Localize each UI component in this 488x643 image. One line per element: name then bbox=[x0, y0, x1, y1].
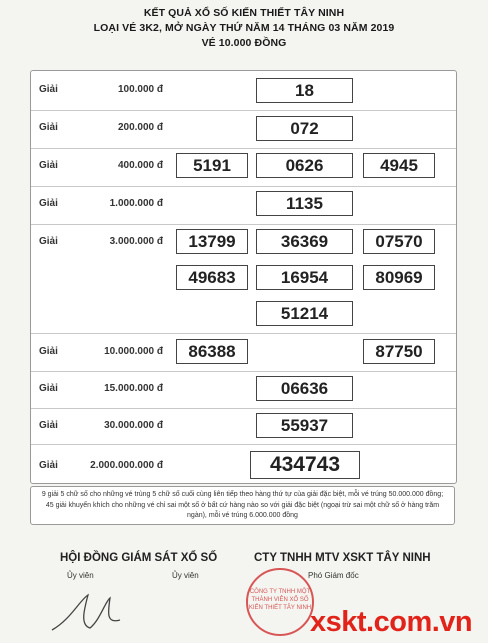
header-draw-info: LOẠI VÉ 3K2, MỞ NGÀY THỨ NĂM 14 THÁNG 03 NĂM 2019 bbox=[93, 22, 395, 34]
prize-amount: 3.000.000 đ bbox=[109, 236, 163, 247]
header-title: KẾT QUẢ XỔ SỐ KIẾN THIẾT TÂY NINH bbox=[143, 7, 345, 19]
deputy-director-label: Phó Giám đốc bbox=[308, 571, 359, 580]
row-divider bbox=[31, 333, 456, 334]
supervisory-board-title: HỘI ĐỒNG GIÁM SÁT XỔ SỐ bbox=[60, 552, 218, 564]
member-label: Ủy viên bbox=[67, 571, 94, 580]
prize-number: 51214 bbox=[256, 301, 353, 326]
member-label: Ủy viên bbox=[172, 571, 199, 580]
header-ticket-price: VÉ 10.000 ĐỒNG bbox=[201, 37, 287, 49]
prize-number: 1135 bbox=[256, 191, 353, 216]
prize-label: Giải bbox=[39, 346, 58, 357]
prize-number: 16954 bbox=[256, 265, 353, 290]
prize-number: 4945 bbox=[363, 153, 435, 178]
prize-amount: 400.000 đ bbox=[117, 160, 163, 171]
prize-label: Giải bbox=[39, 84, 58, 95]
brand-watermark: xskt.com.vn bbox=[310, 606, 473, 638]
results-board bbox=[30, 70, 457, 484]
prize-amount: 30.000.000 đ bbox=[104, 420, 163, 431]
company-seal bbox=[246, 568, 314, 636]
prize-amount: 1.000.000 đ bbox=[109, 198, 163, 209]
prize-number: 0626 bbox=[256, 153, 353, 178]
prize-label: Giải bbox=[39, 383, 58, 394]
row-divider bbox=[31, 110, 456, 111]
prize-amount: 2.000.000.000 đ bbox=[90, 460, 163, 471]
prize-number: 36369 bbox=[256, 229, 353, 254]
row-divider bbox=[31, 148, 456, 149]
prize-number: 55937 bbox=[256, 413, 353, 438]
company-title: CTY TNHH MTV XSKT TÂY NINH bbox=[254, 552, 431, 564]
prize-amount: 10.000.000 đ bbox=[104, 346, 163, 357]
prize-number: 18 bbox=[256, 78, 353, 103]
row-divider bbox=[31, 224, 456, 225]
prize-label: Giải bbox=[39, 122, 58, 133]
prize-notes: 9 giải 5 chữ số cho những vé trùng 5 chữ số cuối cùng liên tiếp theo hàng thứ tự của giải đặc biệt, mỗi vé trúng 50.000.000 đồng; 45 giải khuyến khích cho những vé chỉ sai một số ở bất cứ hàng nào so với giải đặc biệt (ngoại trừ sai một chữ số ở hàng trăm ngàn), mỗi vé trúng 6.000.000 đồng bbox=[30, 486, 455, 525]
seal-text: CÔNG TY TNHH MỘT THÀNH VIÊN XỔ SỐ KIẾN THIẾT TÂY NINH bbox=[248, 589, 312, 611]
prize-amount: 100.000 đ bbox=[117, 84, 163, 95]
prize-number: 87750 bbox=[363, 339, 435, 364]
prize-number: 07570 bbox=[363, 229, 435, 254]
prize-number: 80969 bbox=[363, 265, 435, 290]
prize-number: 13799 bbox=[176, 229, 248, 254]
prize-label: Giải bbox=[39, 420, 58, 431]
row-divider bbox=[31, 186, 456, 187]
results-header bbox=[0, 6, 488, 51]
handwritten-signature bbox=[50, 590, 130, 635]
prize-number: 86388 bbox=[176, 339, 248, 364]
prize-label: Giải bbox=[39, 160, 58, 171]
prize-label: Giải bbox=[39, 236, 58, 247]
prize-number: 5191 bbox=[176, 153, 248, 178]
prize-number: 49683 bbox=[176, 265, 248, 290]
prize-number: 072 bbox=[256, 116, 353, 141]
prize-amount: 15.000.000 đ bbox=[104, 383, 163, 394]
prize-label: Giải bbox=[39, 460, 58, 471]
row-divider bbox=[31, 444, 456, 445]
special-prize-number: 434743 bbox=[250, 451, 360, 479]
row-divider bbox=[31, 371, 456, 372]
prize-amount: 200.000 đ bbox=[117, 122, 163, 133]
prize-number: 06636 bbox=[256, 376, 353, 401]
row-divider bbox=[31, 408, 456, 409]
prize-label: Giải bbox=[39, 198, 58, 209]
